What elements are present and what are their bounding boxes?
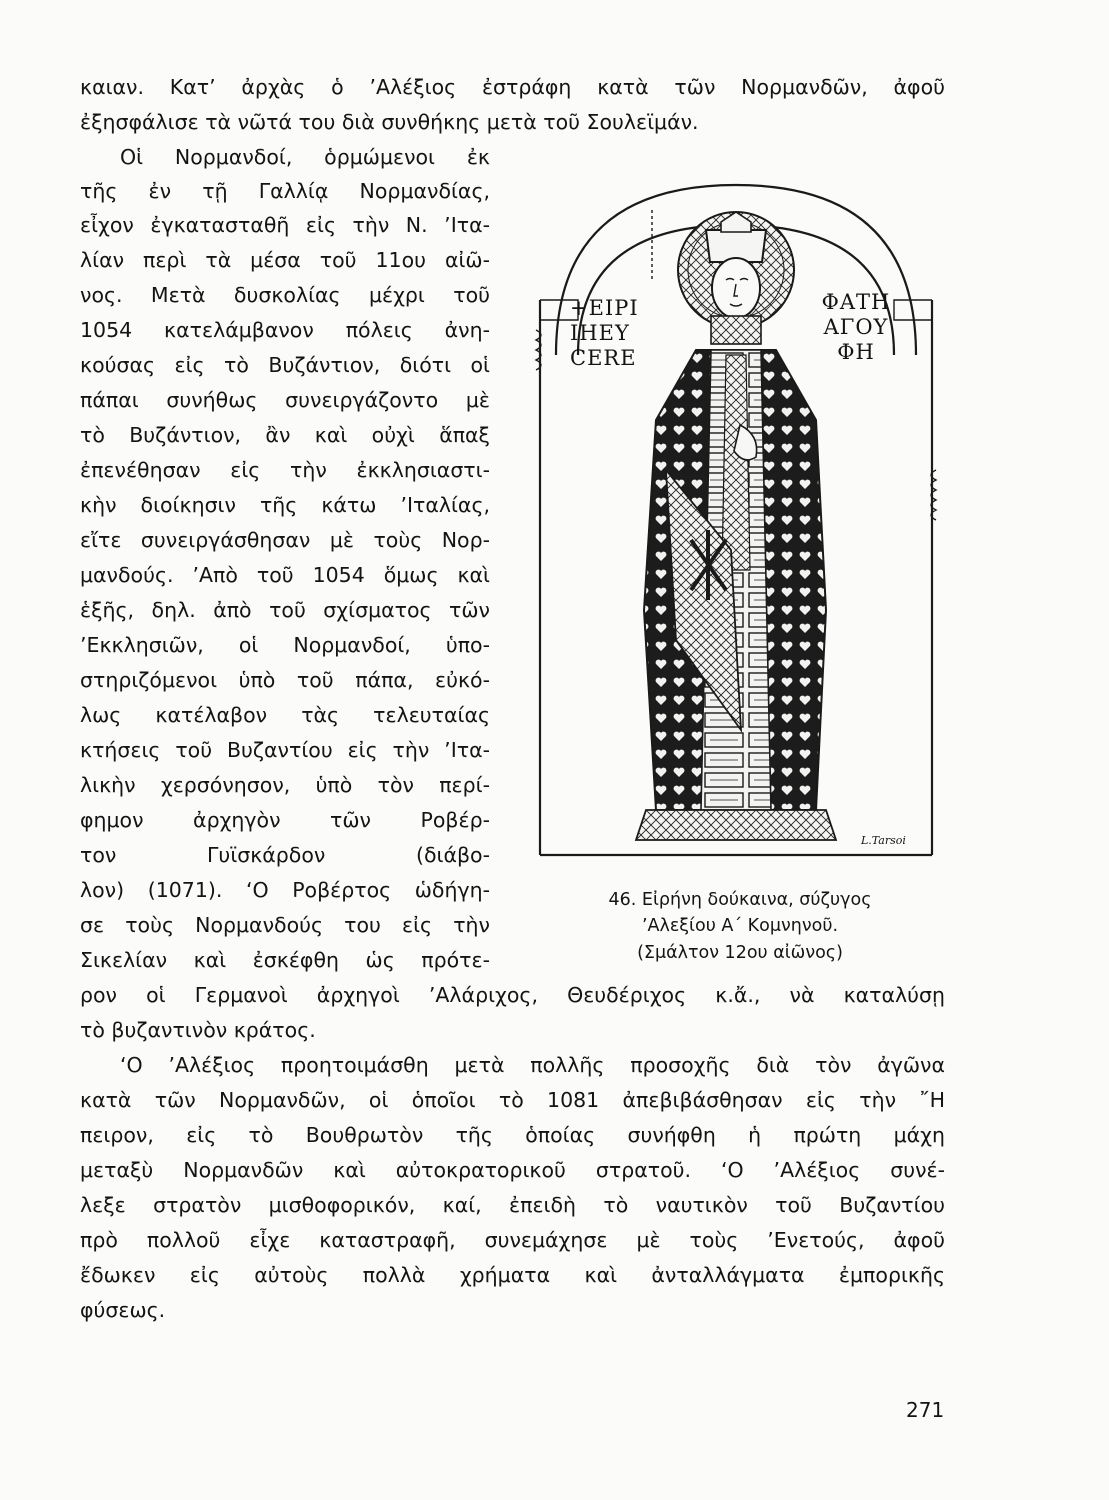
inscription-line: ΦΗ	[837, 340, 875, 364]
text-line: κούσας εἰς τὸ Βυζάντιον, διότι οἱ	[80, 353, 490, 377]
text-line: ἔδωκεν εἰς αὐτοὺς πολλὰ χρήματα καὶ ἀνταλλάγματα ἐμπορικῆς	[80, 1263, 945, 1287]
text-line: τον Γυϊσκάρδον (διάβο-	[80, 843, 490, 867]
inscription-left	[570, 296, 660, 371]
text-line: κὴν διοίκησιν τῆς κάτω ’Ιταλίας,	[80, 493, 490, 517]
text-line: σε τοὺς Νορμανδούς του εἰς τὴν	[80, 913, 490, 937]
text-line: πάπαι συνήθως συνειργάζοντο μὲ	[80, 388, 490, 412]
text-line: ‘Ο ’Αλέξιος προητοιμάσθη μετὰ πολλῆς προσοχῆς διὰ τὸν ἀγῶνα	[120, 1053, 945, 1077]
text-line: λως κατέλαβον τὰς τελευταίας	[80, 703, 490, 727]
text-line: κατὰ τῶν Νορμανδῶν, οἱ ὁποῖοι τὸ 1081 ἀπεβιβάσθησαν εἰς τὴν ῎Η	[80, 1088, 945, 1112]
text-line: εἴτε συνειργάσθησαν μὲ τοὺς Νορ-	[80, 528, 490, 552]
text-line: λεξε στρατὸν μισθοφορικόν, καί, ἐπειδὴ τὸ ναυτικὸν τοῦ Βυζαντίου	[80, 1193, 945, 1217]
figure-caption-line: ’Αλεξίου Α΄ Κομνηνοῦ.	[641, 916, 839, 936]
figure-caption-line: (Σμάλτον 12ου αἰῶνος)	[637, 943, 843, 963]
text-line: Οἱ Νορμανδοί, ὁρμώμενοι ἐκ	[120, 145, 490, 169]
text-line: ρον οἱ Γερμανοὶ ἀρχηγοὶ ’Αλάριχος, Θευδέριχος κ.ἄ., νὰ καταλύσῃ	[80, 983, 945, 1007]
text-line: λίαν περὶ τὰ μέσα τοῦ 11ου αἰῶ-	[80, 248, 490, 272]
text-line: ἐξησφάλισε τὰ νῶτά του διὰ συνθήκης μετὰ τοῦ Σουλεϊμάν.	[80, 110, 699, 134]
text-line: μανδούς. ’Απὸ τοῦ 1054 ὅμως καὶ	[80, 563, 490, 587]
inscription-line: CERE	[570, 346, 637, 370]
text-line: πειρον, εἰς τὸ Βουθρωτὸν τῆς ὁποίας συνήφθη ἡ πρώτη μάχη	[80, 1123, 945, 1147]
empress-illustration	[526, 170, 946, 870]
text-line: πρὸ πολλοῦ εἶχε καταστραφῆ, συνεμάχησε μὲ τοὺς ’Ενετούς, ἀφοῦ	[80, 1228, 945, 1252]
empress-drawing	[526, 170, 946, 870]
inscription-line: ΑΓΟΥ	[823, 315, 889, 339]
text-line: τὸ Βυζάντιον, ἂν καὶ οὐχὶ ἅπαξ	[80, 423, 490, 447]
text-line: λον) (1071). ‘Ο Ροβέρτος ὡδήγη-	[80, 878, 490, 902]
inscription-line: ΙΗΕΥ	[570, 321, 630, 345]
text-line: κτήσεις τοῦ Βυζαντίου εἰς τὴν ’Ιτα-	[80, 738, 490, 762]
text-line: ἐπενέθησαν εἰς τὴν ἐκκλησιαστι-	[80, 458, 490, 482]
text-line: τῆς ἐν τῇ Γαλλίᾳ Νορμανδίας,	[80, 179, 490, 203]
text-line: μεταξὺ Νορμανδῶν καὶ αὐτοκρατορικοῦ στρατοῦ. ‘Ο ’Αλέξιος συνέ-	[80, 1158, 945, 1182]
text-line: λικὴν χερσόνησον, ὑπὸ τὸν περί-	[80, 773, 490, 797]
figure-caption-line: 46. Εἰρήνη δούκαινα, σύζυγος	[608, 890, 872, 910]
text-line: στηριζόμενοι ὑπὸ τοῦ πάπα, εὐκό-	[80, 668, 490, 692]
text-line: καιαν. Κατ’ ἀρχὰς ὁ ’Αλέξιος ἐστράφη κατὰ τῶν Νορμανδῶν, ἀφοῦ	[80, 75, 945, 99]
inscription-line: ΦΑΤΗ	[821, 290, 891, 314]
text-line: Σικελίαν καὶ ἐσκέφθη ὡς πρότε-	[80, 948, 490, 972]
page-number: 271	[906, 1398, 945, 1422]
text-line: ’Εκκλησιῶν, οἱ Νορμανδοί, ὑπο-	[80, 633, 490, 657]
text-line: φημον ἀρχηγὸν τῶν Ροβέρ-	[80, 808, 490, 832]
inscription-right	[801, 290, 911, 365]
text-line: ἑξῆς, δηλ. ἀπὸ τοῦ σχίσματος τῶν	[80, 598, 490, 622]
text-line: φύσεως.	[80, 1298, 166, 1322]
text-line: εἶχον ἐγκατασταθῆ εἰς τὴν Ν. ’Ιτα-	[80, 213, 490, 237]
text-line: 1054 κατελάμβανον πόλεις ἀνη-	[80, 318, 490, 342]
artist-signature: L.Tarsoi	[861, 834, 906, 847]
text-line: τὸ βυζαντινὸν κράτος.	[80, 1018, 316, 1042]
inscription-line: +ΕΙΡΙ	[570, 296, 639, 320]
text-line: νος. Μετὰ δυσκολίας μέχρι τοῦ	[80, 283, 490, 307]
